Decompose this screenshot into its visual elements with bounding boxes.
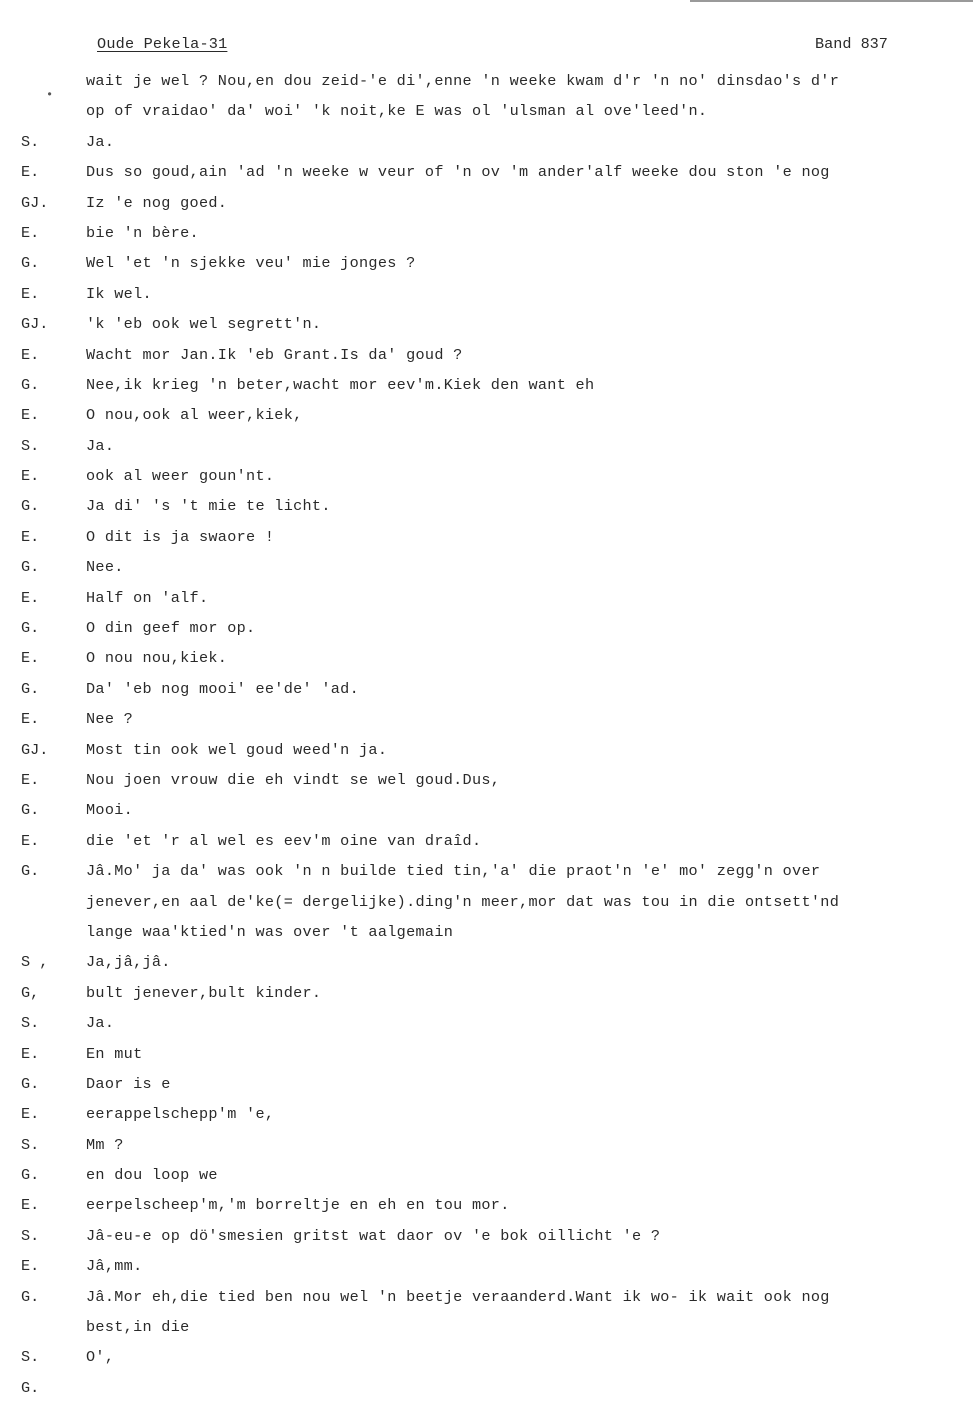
speaker-label: E. bbox=[21, 467, 40, 486]
transcript-line bbox=[0, 735, 973, 765]
speaker-label: G. bbox=[21, 1378, 40, 1397]
transcript-line bbox=[0, 765, 973, 795]
line-text: Mm ? bbox=[86, 1135, 124, 1154]
transcript-line bbox=[0, 917, 973, 947]
line-text: bie 'n bère. bbox=[86, 223, 199, 242]
line-text: Ja,jâ,jâ. bbox=[86, 953, 171, 972]
speaker-label: G. bbox=[21, 862, 40, 881]
speaker-label: G. bbox=[21, 1166, 40, 1185]
speaker-label: S. bbox=[21, 1226, 40, 1245]
transcript-line bbox=[0, 370, 973, 400]
line-text: eerpelscheep'm,'m borreltje en eh en tou mor. bbox=[86, 1196, 510, 1215]
line-text: Ja. bbox=[86, 1014, 115, 1033]
transcript-line bbox=[0, 704, 973, 734]
transcript-line bbox=[0, 1251, 973, 1281]
line-text: eerappelschepp'm 'e, bbox=[86, 1105, 275, 1124]
line-text: Nee ? bbox=[86, 710, 134, 729]
speaker-label: S. bbox=[21, 1348, 40, 1367]
speaker-label: G. bbox=[21, 375, 40, 394]
speaker-label: E. bbox=[21, 1105, 40, 1124]
line-text: Daor is e bbox=[86, 1074, 171, 1093]
speaker-label: E. bbox=[21, 223, 40, 242]
transcript-line bbox=[0, 583, 973, 613]
line-text: Ik wel. bbox=[86, 284, 152, 303]
line-text: Ja. bbox=[86, 436, 115, 455]
line-text: O dit is ja swaore ! bbox=[86, 527, 275, 546]
line-text: Nee. bbox=[86, 558, 124, 577]
line-text: en dou loop we bbox=[86, 1166, 218, 1185]
speaker-label: E. bbox=[21, 284, 40, 303]
line-text: Jâ-eu-e op dö'smesien gritst wat daor ov 'e bok oillicht 'e ? bbox=[86, 1226, 661, 1245]
transcript-line bbox=[0, 218, 973, 248]
line-text: Most tin ook wel goud weed'n ja. bbox=[86, 740, 388, 759]
transcript-line bbox=[0, 491, 973, 521]
transcript-line bbox=[0, 552, 973, 582]
transcript-line bbox=[0, 887, 973, 917]
speaker-label: G. bbox=[21, 1287, 40, 1306]
band-number: Band 837 bbox=[815, 35, 888, 53]
speaker-label: G. bbox=[21, 801, 40, 820]
transcript-line bbox=[0, 1282, 973, 1312]
transcript-line bbox=[0, 795, 973, 825]
transcript-line bbox=[0, 431, 973, 461]
line-text: Jâ.Mo' ja da' was ook 'n n builde tied tin,'a' die praot'n 'e' mo' zegg'n over bbox=[86, 862, 821, 881]
line-text: Iz 'e nog goed. bbox=[86, 193, 228, 212]
transcript-line bbox=[0, 522, 973, 552]
speaker-label: G, bbox=[21, 983, 40, 1002]
speaker-label: E. bbox=[21, 588, 40, 607]
line-text: best,in die bbox=[86, 1318, 190, 1337]
speaker-label: E. bbox=[21, 406, 40, 425]
transcript-line bbox=[0, 340, 973, 370]
transcript-line bbox=[0, 947, 973, 977]
transcript-line bbox=[0, 248, 973, 278]
speaker-label: G. bbox=[21, 1074, 40, 1093]
transcript-line bbox=[0, 1190, 973, 1220]
transcript-line bbox=[0, 826, 973, 856]
transcript-line bbox=[0, 127, 973, 157]
transcript-line bbox=[0, 856, 973, 886]
transcript-line bbox=[0, 1008, 973, 1038]
transcript-line bbox=[0, 157, 973, 187]
speaker-label: G. bbox=[21, 254, 40, 273]
line-text: Dus so goud,ain 'ad 'n weeke w veur of 'n ov 'm ander'alf weeke dou ston 'e nog bbox=[86, 163, 830, 182]
transcript-line bbox=[0, 674, 973, 704]
transcript-line bbox=[0, 1039, 973, 1069]
speaker-label: GJ. bbox=[21, 315, 49, 334]
transcript-line bbox=[0, 978, 973, 1008]
transcript-line bbox=[0, 188, 973, 218]
speaker-label: S. bbox=[21, 1135, 40, 1154]
line-text: lange waa'ktied'n was over 't aalgemain bbox=[86, 922, 454, 941]
speaker-label: E. bbox=[21, 345, 40, 364]
line-text: Ja di' 's 't mie te licht. bbox=[86, 497, 331, 516]
speaker-label: E. bbox=[21, 710, 40, 729]
line-text: O din geef mor op. bbox=[86, 619, 256, 638]
speaker-label: E. bbox=[21, 527, 40, 546]
transcript-line bbox=[0, 1130, 973, 1160]
transcript-line bbox=[0, 1312, 973, 1342]
line-text: ook al weer goun'nt. bbox=[86, 467, 275, 486]
transcript-line bbox=[0, 643, 973, 673]
speaker-label: G. bbox=[21, 497, 40, 516]
line-text: jenever,en aal de'ke(= dergelijke).ding'n meer,mor dat was tou in die ontsett'nd bbox=[86, 892, 840, 911]
transcript-line bbox=[0, 1221, 973, 1251]
line-text: Wel 'et 'n sjekke veu' mie jonges ? bbox=[86, 254, 416, 273]
line-text: Jâ,mm. bbox=[86, 1257, 143, 1276]
transcript-line bbox=[0, 1160, 973, 1190]
speaker-label: E. bbox=[21, 1257, 40, 1276]
line-text: Wacht mor Jan.Ik 'eb Grant.Is da' goud ? bbox=[86, 345, 463, 364]
line-text: Ja. bbox=[86, 132, 115, 151]
line-text: Mooi. bbox=[86, 801, 134, 820]
speaker-label: GJ. bbox=[21, 740, 49, 759]
line-text: wait je wel ? Nou,en dou zeid-'e di',enne 'n weeke kwam d'r 'n no' dinsdao's d'r bbox=[86, 72, 840, 90]
speaker-label: GJ. bbox=[21, 193, 49, 212]
transcript-line bbox=[0, 1342, 973, 1372]
line-text: bult jenever,bult kinder. bbox=[86, 983, 322, 1002]
line-text: Da' 'eb nog mooi' ee'de' 'ad. bbox=[86, 679, 360, 698]
line-text: die 'et 'r al wel es eev'm oine van draîd. bbox=[86, 831, 482, 850]
transcript-line bbox=[0, 66, 973, 96]
transcript-line bbox=[0, 613, 973, 643]
transcript-line bbox=[0, 309, 973, 339]
speaker-label: E. bbox=[21, 770, 40, 789]
speaker-label: E. bbox=[21, 1044, 40, 1063]
speaker-label: E. bbox=[21, 1196, 40, 1215]
speaker-label: G. bbox=[21, 679, 40, 698]
line-text: O nou,ook al weer,kiek, bbox=[86, 406, 303, 425]
speaker-label: S. bbox=[21, 1014, 40, 1033]
speaker-label: E. bbox=[21, 831, 40, 850]
speaker-label: S , bbox=[21, 953, 49, 972]
transcript-line bbox=[0, 400, 973, 430]
line-text: op of vraidao' da' woi' 'k noit,ke E was ol 'ulsman al ove'leed'n. bbox=[86, 102, 708, 121]
transcript-line bbox=[0, 1099, 973, 1129]
transcript-line bbox=[0, 279, 973, 309]
speaker-label: E. bbox=[21, 163, 40, 182]
line-text: 'k 'eb ook wel segrett'n. bbox=[86, 315, 322, 334]
line-text: En mut bbox=[86, 1044, 143, 1063]
line-text: Half on 'alf. bbox=[86, 588, 209, 607]
margin-mark: • bbox=[46, 88, 54, 102]
speaker-label: S. bbox=[21, 436, 40, 455]
line-text: Nou joen vrouw die eh vindt se wel goud.Dus, bbox=[86, 770, 501, 789]
transcript-line bbox=[0, 461, 973, 491]
speaker-label: E. bbox=[21, 649, 40, 668]
speaker-label: G. bbox=[21, 558, 40, 577]
line-text: Nee,ik krieg 'n beter,wacht mor eev'm.Kiek den want eh bbox=[86, 375, 595, 394]
speaker-label: S. bbox=[21, 132, 40, 151]
transcript-line bbox=[0, 1069, 973, 1099]
page-title: Oude Pekela-31 bbox=[97, 35, 228, 53]
line-text: O nou nou,kiek. bbox=[86, 649, 228, 668]
transcript-line bbox=[0, 96, 973, 126]
top-rule bbox=[690, 0, 973, 2]
transcript-lines bbox=[0, 66, 973, 1403]
line-text: O', bbox=[86, 1348, 115, 1367]
line-text: Jâ.Mor eh,die tied ben nou wel 'n beetje veraanderd.Want ik wo- ik wait ook nog bbox=[86, 1287, 830, 1306]
transcript-line bbox=[0, 1373, 973, 1403]
speaker-label: G. bbox=[21, 619, 40, 638]
